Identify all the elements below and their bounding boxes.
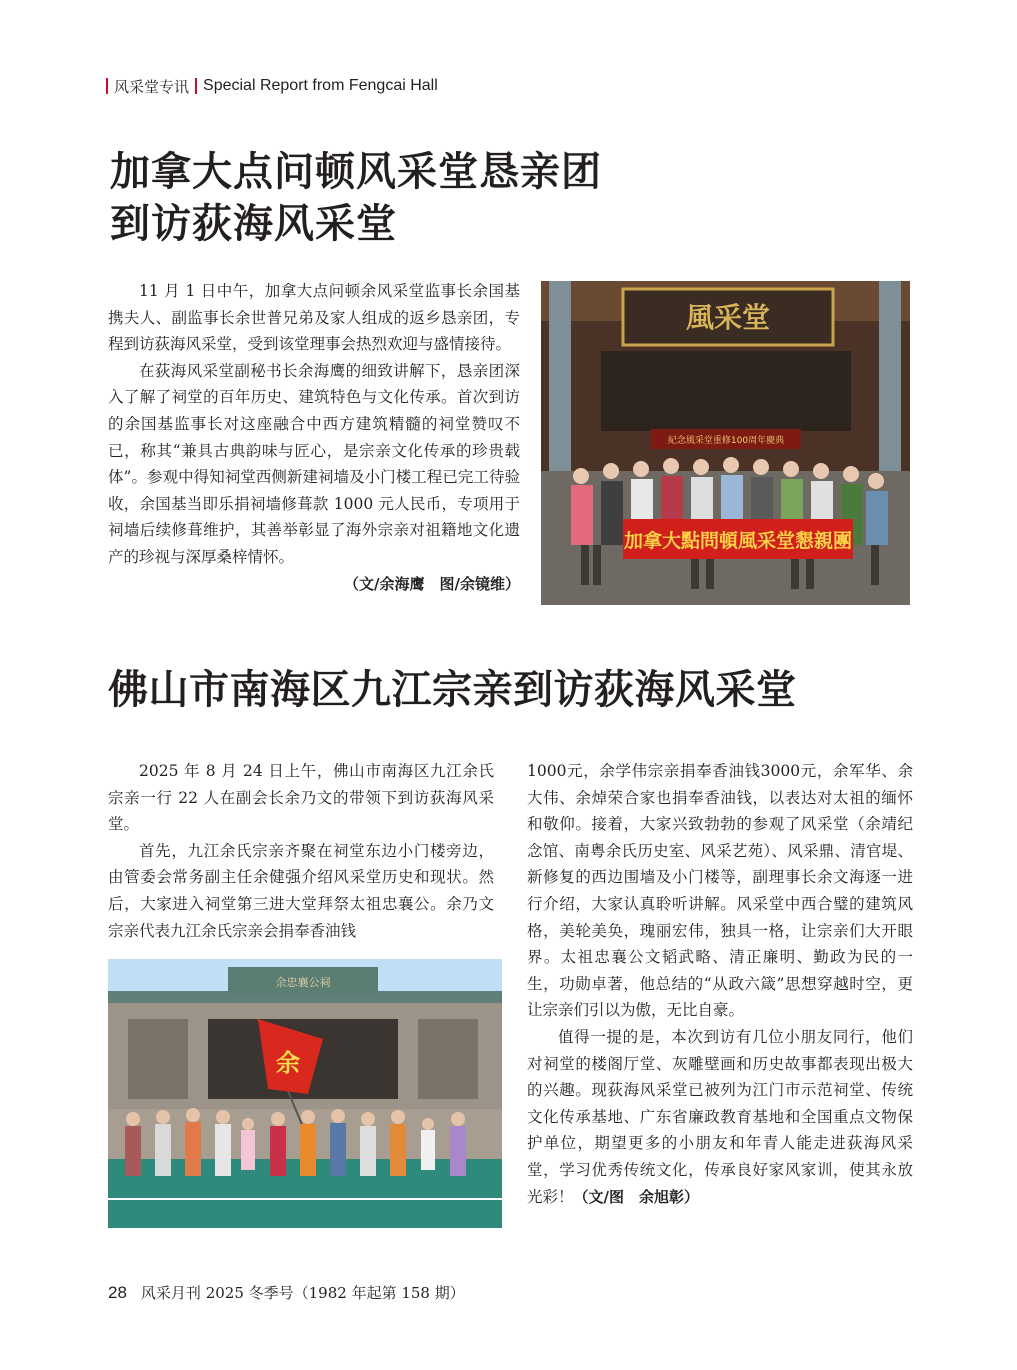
- plaque-text: 風采堂: [685, 301, 771, 334]
- flag-character: 余: [276, 1049, 300, 1077]
- article1-paragraph: 在荻海风采堂副秘书长余海鹰的细致讲解下，恳亲团深入了解了祠堂的百年历史、建筑特色与文化传承。首次到访的余国基监事长对这座融合中西方建筑精髓的祠堂赞叹不已，称其“兼具古典韵味与匠心，是宗亲文化传承的珍贵载体”。参观中得知祠堂西侧新建祠墙及小门楼工程已完工待验收，余国基当即乐捐祠墙修葺款 1000 元人民币，专项用于祠墙后续修葺维护，其善举彰显了海外宗亲对祖籍地文化遗产的珍视与深厚桑梓情怀。: [108, 361, 520, 566]
- article1-title-line1: 加拿大点问顿风采堂恳亲团: [110, 149, 602, 195]
- article1-title-line2: 到访荻海风采堂: [110, 201, 397, 247]
- article2-column-2: [527, 758, 913, 1210]
- article1-body: [108, 278, 520, 597]
- article2-paragraph-text: 值得一提的是，本次到访有几位小朋友同行，他们对祠堂的楼阁厅堂、灰雕壁画和历史故事都表现出极大的兴趣。现荻海风采堂已被列为江门市示范祠堂、传统文化传承基地、广东省廉政教育基地和全国重点文物保护单位，期望更多的小朋友和年青人能走进荻海风采堂，学习优秀传统文化，传承良好家风家训，使其永放光彩！: [527, 1027, 913, 1206]
- article2-paragraph: 首先，九江余氏宗亲齐聚在祠堂东边小门楼旁边，由管委会常务副主任余健强介绍风采堂历史和现状。然后，大家进入祠堂第三进大堂拜祭太祖忠襄公。余乃文宗亲代表九江余氏宗亲会捐奉香油钱: [108, 841, 494, 940]
- roof-sign-text: 余忠襄公祠: [275, 976, 331, 989]
- page-footer: [108, 1282, 465, 1303]
- section-name-en: Special Report from Fengcai Hall: [203, 77, 438, 94]
- article1-title: [110, 146, 602, 250]
- article2-credit: （文/图 余旭彰）: [573, 1187, 699, 1206]
- header-divider: [106, 78, 108, 94]
- article1-paragraph: 11 月 1 日中午，加拿大点问顿余风采堂监事长余国基携夫人、副监事长余世普兄弟及家人组成的返乡恳亲团，专程到访荻海风采堂，受到该堂理事会热烈欢迎与盛情接待。: [108, 282, 520, 354]
- header-divider: [195, 78, 197, 94]
- article2-paragraph: [527, 1024, 913, 1210]
- hall-sign-text: 紀念風采堂重修100周年慶典: [667, 436, 785, 446]
- ancestral-hall-group-photo: [108, 959, 502, 1228]
- article1-credit: （文/余海鹰 图/余镜维）: [344, 574, 520, 593]
- article1-photo: [541, 281, 910, 605]
- magazine-issue: 风采月刊 2025 冬季号（1982 年起第 158 期）: [140, 1284, 465, 1302]
- page-number: 28: [108, 1283, 127, 1302]
- section-header: [106, 76, 438, 96]
- photo-banner-text: 加拿大點問頓風采堂懇親團: [623, 530, 853, 552]
- section-name-cn: 风采堂专讯: [114, 77, 190, 96]
- hall-group-photo: [541, 281, 910, 605]
- article2-title: 佛山市南海区九江宗亲到访荻海风采堂: [108, 667, 797, 713]
- article2-paragraph-continued: 1000元，余学伟宗亲捐奉香油钱3000元，余军华、余大伟、余焯荣合家也捐奉香油钱，以表达对太祖的缅怀和敬仰。接着，大家兴致勃勃的参观了风采堂（余靖纪念馆、南粤余氏历史室、风采艺苑）、风采鼎、清官堤、新修复的西边围墙及小门楼等，副理事长余文海逐一进行介绍，大家认真聆听讲解。风采堂中西合璧的建筑风格，美轮美奂，瑰丽宏伟，独具一格，让宗亲们大开眼界。太祖忠襄公文韬武略、清正廉明、勤政为民的一生，功勋卓著，他总结的“从政六箴”思想穿越时空，更让宗亲们引以为傲，无比自豪。: [527, 762, 913, 1020]
- article2-column-1: [108, 758, 494, 944]
- article2-photo: [108, 959, 502, 1228]
- article2-paragraph: 2025 年 8 月 24 日上午，佛山市南海区九江余氏宗亲一行 22 人在副会长余乃文的带领下到访荻海风采堂。: [108, 762, 494, 834]
